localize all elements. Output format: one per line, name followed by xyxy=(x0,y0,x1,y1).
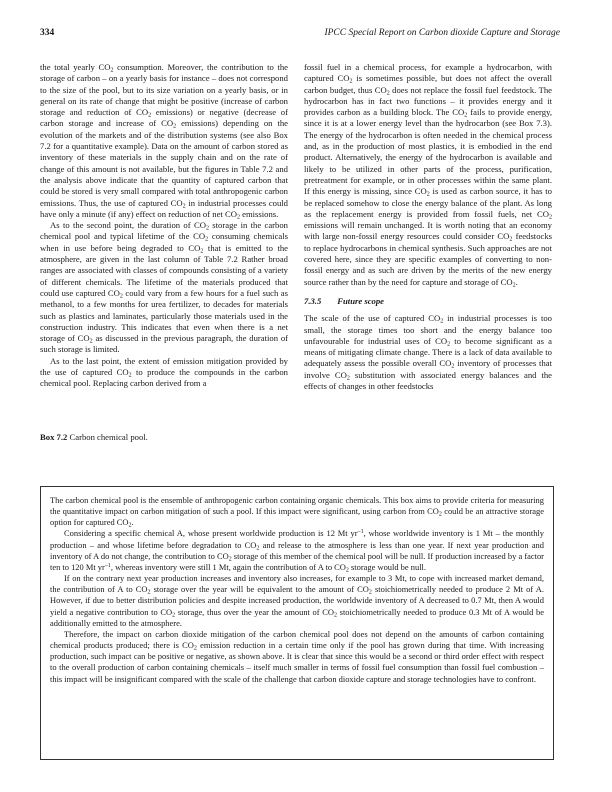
section-heading xyxy=(304,296,552,307)
subscript: 2 xyxy=(386,90,390,97)
box-paragraph-4: Therefore, the impact on carbon dioxide mitigation of the carbon chemical pool does not depend on the amounts of carbon containing chemical products produced; there is $CO_2$ emission reduction in a certain time only if the pool has grown during that time. With increasing production, such impact can be positive or negative, as shown above. It is clear that since this would be a second or third order effect with respect to the overall production of carbon containing chemicals – itself much smaller in terms of fossil fuel consumption than fossil fuel combustion – this impact will be insignificant compared with the scale of the challenge that carbon dioxide capture and storage technologies have to confront. xyxy=(50,628,544,684)
subscript: 2 xyxy=(334,612,337,619)
subscript: 2 xyxy=(346,375,350,382)
right-paragraph-1: fossil fuel in a chemical process, for example a hydrocarbon, with captured $CO_2$ is sometimes possible, but does not affect the overall carbon budget, thus $CO_2$ does not replace the fossil fuel feedstock. The hydrocarbon has in fact two functions – it provides energy and it provides carbon as a building block. The $CO_2$ fails to provide energy, since it is at a lower energy level than the hydrocarbon (see Box 7.3). The energy of the hydrocarbon is often needed in the chemical process and, as in the production of most plastics, it is embodied in the end product. Alternatively, the energy of the hydrocarbon is available and likely to be utilized in other parts of the process, purification, pretreatment for example, or in other processes within the same plant. If this energy is missing, since $CO_2$ is used as carbon source, it has to be replaced somehow to close the energy balance of the plant. As long as the replacement energy is provided from fossil fuels, net $CO_2$ emissions will remain unchanged. It is worth noting that an economy with large non-fossil energy resources could consider $CO_2$ feedstocks to replace hydrocarbons in chemical synthesis. Such approaches are not covered here, since they are specific examples of converting to non-fossil energy and as such are driven by the merits of the new energy source rather than by the need for capture and storage of $CO_2$. xyxy=(304,62,553,289)
subscript: 2 xyxy=(173,123,177,130)
left-paragraph-1: the total yearly $CO_2$ consumption. Moreover, the contribution to the storage of carbon – on a yearly basis for instance – does not correspond to the size of the pool, but to its size variation on a yearly basis, or in general on its rate of change that might be positive (increase of carbon storage and reduction of $CO_2$ emissions) or negative (decrease of carbon storage and increase of $CO_2$ emissions) depending on the evolution of the markets and of the distribution systems (see also Box 7.2 for a quantitative example). Data on the amount of carbon stored as inventory of these materials in the supply chain and on the rate of change of this amount is not available, but the figures in Table 7.2 and the analysis above indicate that the quantity of captured carbon that could be stored is very small compared with total anthropogenic carbon emissions. Thus, the use of captured $CO_2$ in industrial processes could have only a minute (if any) effect on reduction of net $CO_2$ emissions. xyxy=(40,62,288,221)
page-header xyxy=(40,28,560,42)
subscript: 2 xyxy=(447,341,451,348)
subscript: 2 xyxy=(110,67,114,74)
running-title: IPCC Special Report on Carbon dioxide Capture and Storage xyxy=(324,28,560,38)
subscript: 2 xyxy=(172,612,176,619)
superscript: –1 xyxy=(104,562,111,569)
box-title: Carbon chemical pool. xyxy=(67,432,148,442)
subscript: 2 xyxy=(228,556,232,563)
subscript: 2 xyxy=(128,522,132,529)
subscript: 2 xyxy=(349,78,353,85)
subscript: 2 xyxy=(182,203,186,210)
box-label: Box 7.2 xyxy=(40,432,68,442)
subscript: 2 xyxy=(119,293,123,300)
subscript: 2 xyxy=(451,363,455,370)
subscript: 2 xyxy=(440,318,444,325)
subscript: 2 xyxy=(345,567,349,574)
subscript: 2 xyxy=(509,236,513,243)
right-column xyxy=(304,62,552,392)
box-caption xyxy=(40,432,148,442)
subscript: 2 xyxy=(512,282,516,289)
box-paragraph-2: Considering a specific chemical A, whose present worldwide production is 12 Mt $yr^{-1}$, whose worldwide inventory is 1 Mt – the monthly production – and whose lifetime before degradation to $CO_2$ and release to the atmosphere is less than one year. If next year production and inventory of A do not change, the contribution to $CO_2$ storage of this member of the chemical pool will be null. If production increased by a factor ten to 120 Mt $yr^{-1}$, whereas inventory were still 1 Mt, again the contribution of A to $CO_2$ storage would be null. xyxy=(50,528,544,574)
section-title: Future scope xyxy=(337,295,384,306)
superscript: –1 xyxy=(357,529,364,536)
subscript: 2 xyxy=(205,225,209,232)
right-paragraph-2: The scale of the use of captured $CO_2$ in industrial processes is too small, the storage times too short and the energy balance too unfavourable for industrial uses of $CO_2$ to become significant as a means of mitigating climate change. There is a lack of data available to adequately assess the possible overall $CO_2$ inventory of processes that involve $CO_2$ substitution with associated energy balances and the effects of changes in other feedstocks xyxy=(304,313,552,392)
box-paragraph-3: If on the contrary next year production increases and inventory also increases, for example to 3 Mt, to cope with increased market demand, the contribution of A to $CO_2$ storage over the year will be equivalent to the amount of $CO_2$ stoichiometrically needed to produce 2 Mt of A. However, if due to better distribution policies and despite increased production, the worldwide inventory of A decreased to 0.7 Mt, then A would yield a negative contribution to $CO_2$ storage, thus over the year the amount of $CO_2$ stoichiometrically needed to produce 0.3 Mt of A would be additionally emitted to the atmosphere. xyxy=(50,573,544,628)
section-number: 7.3.5 xyxy=(304,295,322,306)
subscript: 2 xyxy=(147,589,151,596)
subscript: 2 xyxy=(89,338,93,345)
subscript: 2 xyxy=(148,112,152,119)
box-paragraph-1: The carbon chemical pool is the ensemble of anthropogenic carbon containing organic chemicals. This box aims to provide criteria for measuring the quantitative impact on carbon mitigation of such a pool. If this impact were significant, using carbon from $CO_2$ could be an attractive storage option for captured $CO_2$. xyxy=(50,495,544,529)
subscript: 2 xyxy=(128,372,132,379)
subscript: 2 xyxy=(438,511,442,518)
subscript: 2 xyxy=(368,589,372,596)
page-number: 334 xyxy=(40,28,55,38)
subscript: 2 xyxy=(464,112,468,119)
left-paragraph-3: As to the last point, the extent of emission mitigation provided by the use of captured $CO_2$ to produce the compounds in the carbon chemical pool. Replacing carbon derived from a xyxy=(40,355,288,389)
subscript: 2 xyxy=(205,236,209,243)
subscript: 2 xyxy=(549,214,552,221)
subscript: 2 xyxy=(193,645,197,652)
left-column xyxy=(40,62,288,390)
subscript: 2 xyxy=(200,248,204,255)
subscript: 2 xyxy=(426,191,430,198)
subscript: 2 xyxy=(256,545,260,552)
subscript: 2 xyxy=(236,214,240,221)
left-paragraph-2: As to the second point, the duration of $CO_2$ storage in the carbon chemical pool and typical lifetime of the $CO_2$ consuming chemicals when in use before being degraded to $CO_2$ that is emitted to the atmosphere, are given in the last column of Table 7.2 Rather broad ranges are associated with classes of compounds consisting of a variety of different chemicals. The lifetime of the materials produced that could use captured $CO_2$ could vary from a few hours for a fuel such as methanol, to a few months for urea fertilizer, to decades for materials such as plastics and laminates, particularly those materials used in the construction industry. This indicates that even when there is a net storage of $CO_2$ as discussed in the previous paragraph, the duration of such storage is limited. xyxy=(40,220,289,355)
box-7-2 xyxy=(40,486,554,760)
